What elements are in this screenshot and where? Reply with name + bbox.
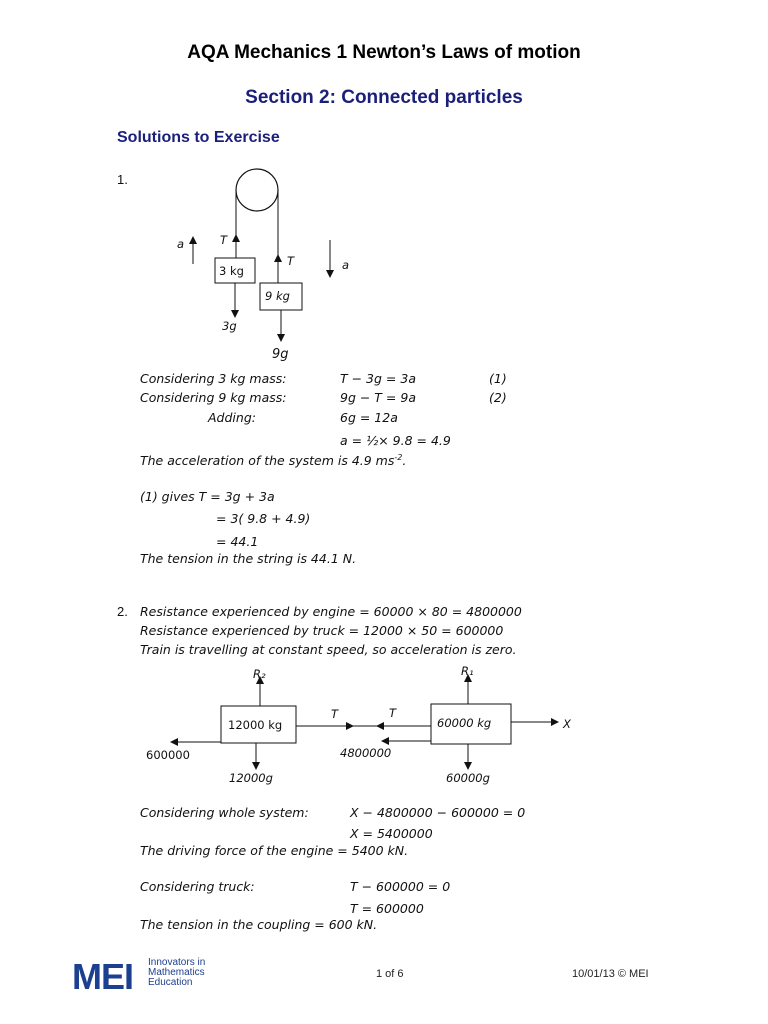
q1-line-4-eq: a = ½× 9.8 = 4.9 — [340, 433, 451, 448]
q1-line-1-label: Considering 3 kg mass: — [140, 371, 287, 386]
q1-line-1-eq: T − 3g = 3a — [340, 371, 416, 386]
label-mass-9kg: 9 kg — [265, 289, 290, 303]
label-resist-truck: 600000 — [146, 748, 190, 762]
q2-truck-eq-2: T = 600000 — [350, 901, 424, 916]
q1-line-1-ref: (1) — [489, 371, 507, 386]
q2-truck-eq-1: T − 600000 = 0 — [350, 879, 451, 894]
page-title: AQA Mechanics 1 Newton’s Laws of motion — [187, 42, 581, 63]
q2-whole-eq-1: X − 4800000 − 600000 = 0 — [350, 805, 526, 820]
q2-intro-3: Train is travelling at constant speed, so acceleration is zero. — [140, 642, 517, 657]
question-2-number: 2. — [117, 604, 128, 619]
q1-line-2-label: Considering 9 kg mass: — [140, 390, 287, 405]
label-weight-3g: 3g — [222, 319, 237, 333]
label-engine-mass: 60000 kg — [437, 716, 492, 730]
mei-logo: MEI — [72, 956, 134, 997]
label-resist-engine: 4800000 — [340, 746, 392, 760]
mei-tagline: Innovators in Mathematics Education — [148, 957, 206, 988]
q1-acceleration-result: The acceleration of the system is 4.9 $ms^{-2}$. — [140, 453, 407, 469]
label-truck-mass: 12000 kg — [228, 718, 283, 732]
date-copyright: 10/01/13 © MEI — [572, 968, 649, 980]
q2-truck-label: Considering truck: — [140, 879, 255, 894]
label-T-left: T — [220, 233, 228, 247]
page-number: 1 of 6 — [376, 968, 404, 980]
q1-line-3-eq: 6g = 12a — [340, 410, 398, 425]
q2-whole-label: Considering whole system: — [140, 805, 309, 820]
label-a-right: a — [342, 258, 350, 272]
label-weight-truck: 12000g — [229, 771, 273, 785]
label-T-left: T — [331, 707, 339, 721]
subheading: Solutions to Exercise — [117, 129, 280, 146]
q1-tension-work-3: = 44.1 — [216, 534, 259, 549]
q1-line-2-eq: 9g − T = 9a — [340, 390, 416, 405]
label-a-left: a — [177, 237, 185, 251]
label-weight-engine: 60000g — [446, 771, 490, 785]
label-T-right: T — [389, 706, 397, 720]
q1-line-3-label: Adding: — [208, 410, 256, 425]
q2-driving-result: The driving force of the engine = 5400 kN. — [140, 843, 409, 858]
question-1-number: 1. — [117, 172, 128, 187]
q1-tension-work-1: (1) gives T = 3g + 3a — [140, 489, 275, 504]
label-R2: R₂ — [253, 667, 266, 681]
section-heading: Section 2: Connected particles — [245, 87, 523, 108]
q2-intro-2: Resistance experienced by truck = 12000 × 50 = 600000 — [140, 623, 504, 638]
label-X: X — [563, 717, 571, 731]
q2-intro-1: Resistance experienced by engine = 60000 × 80 = 4800000 — [140, 604, 522, 619]
q1-line-2-ref: (2) — [489, 390, 507, 405]
q2-whole-eq-2: X = 5400000 — [350, 826, 433, 841]
q2-coupling-result: The tension in the coupling = 600 kN. — [140, 917, 378, 932]
label-weight-9g: 9g — [272, 347, 289, 362]
label-T-right: T — [287, 254, 295, 268]
q1-tension-work-2: = 3( 9.8 + 4.9) — [216, 511, 311, 526]
q1-tension-result: The tension in the string is 44.1 N. — [140, 551, 357, 566]
label-mass-3kg: 3 kg — [219, 264, 244, 278]
label-R1: R₁ — [461, 664, 474, 678]
